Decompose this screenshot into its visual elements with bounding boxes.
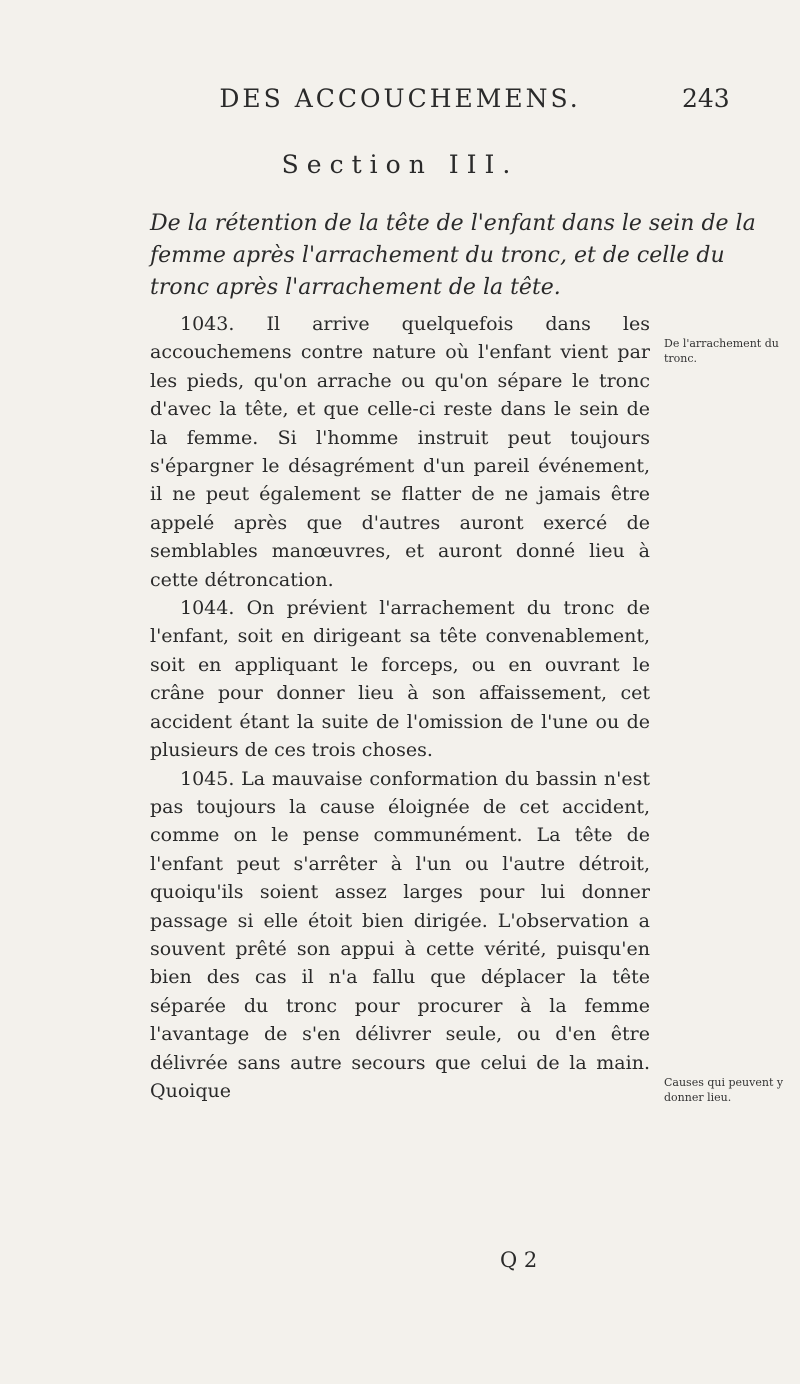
section-heading: Section III. <box>281 150 519 179</box>
page-number: 243 <box>682 84 730 113</box>
section-title: De la rétention de la tête de l'enfant dans le sein de la femme après l'arrachement du tronc, et de celle du tronc après l'arrachement de la tête. <box>150 211 756 300</box>
body-text <box>150 310 650 1105</box>
running-title: DES ACCOUCHEMENS. <box>219 84 581 113</box>
signature-mark: Q 2 <box>500 1248 538 1272</box>
margin-note-causes: Causes qui peuvent y donner lieu. <box>664 1076 784 1104</box>
paragraph-1043: 1043. Il arrive quelquefois dans les accouchemens contre nature où l'enfant vient par les pieds, qu'on arrache ou qu'on sépare le tronc d'avec la tête, et que celle-ci reste dans le sein de la femme. Si l'homme instruit peut toujours s'épargner le désagrément d'un pareil événement, il ne peut également se flatter de ne jamais être appelé après que d'autres auront exercé de semblables manœuvres, et auront donné lieu à cette détroncation. <box>150 313 650 591</box>
margin-note-arrachement: De l'arrachement du tronc. <box>664 337 779 365</box>
paragraph-1045: 1045. La mauvaise conformation du bassin n'est pas toujours la cause éloignée de cet accident, comme on le pense communément. La tête de l'enfant peut s'arrêter à l'un ou l'autre détroit, quoiqu'ils soient assez larges pour lui donner passage si elle étoit bien dirigée. L'observation a souvent prêté son appui à cette vérité, puisqu'en bien des cas il n'a fallu que déplacer la tête séparée du tronc pour procurer à la femme l'avantage de s'en délivrer seule, ou d'en être délivrée sans autre secours que celui de la main. Quoique <box>150 767 650 1102</box>
paragraph-1044: 1044. On prévient l'arrachement du tronc de l'enfant, soit en dirigeant sa tête convenablement, soit en appliquant le forceps, ou en ouvrant le crâne pour donner lieu à son affaissement, cet accident étant la suite de l'omission de l'une ou de plusieurs de ces trois choses. <box>150 597 650 762</box>
